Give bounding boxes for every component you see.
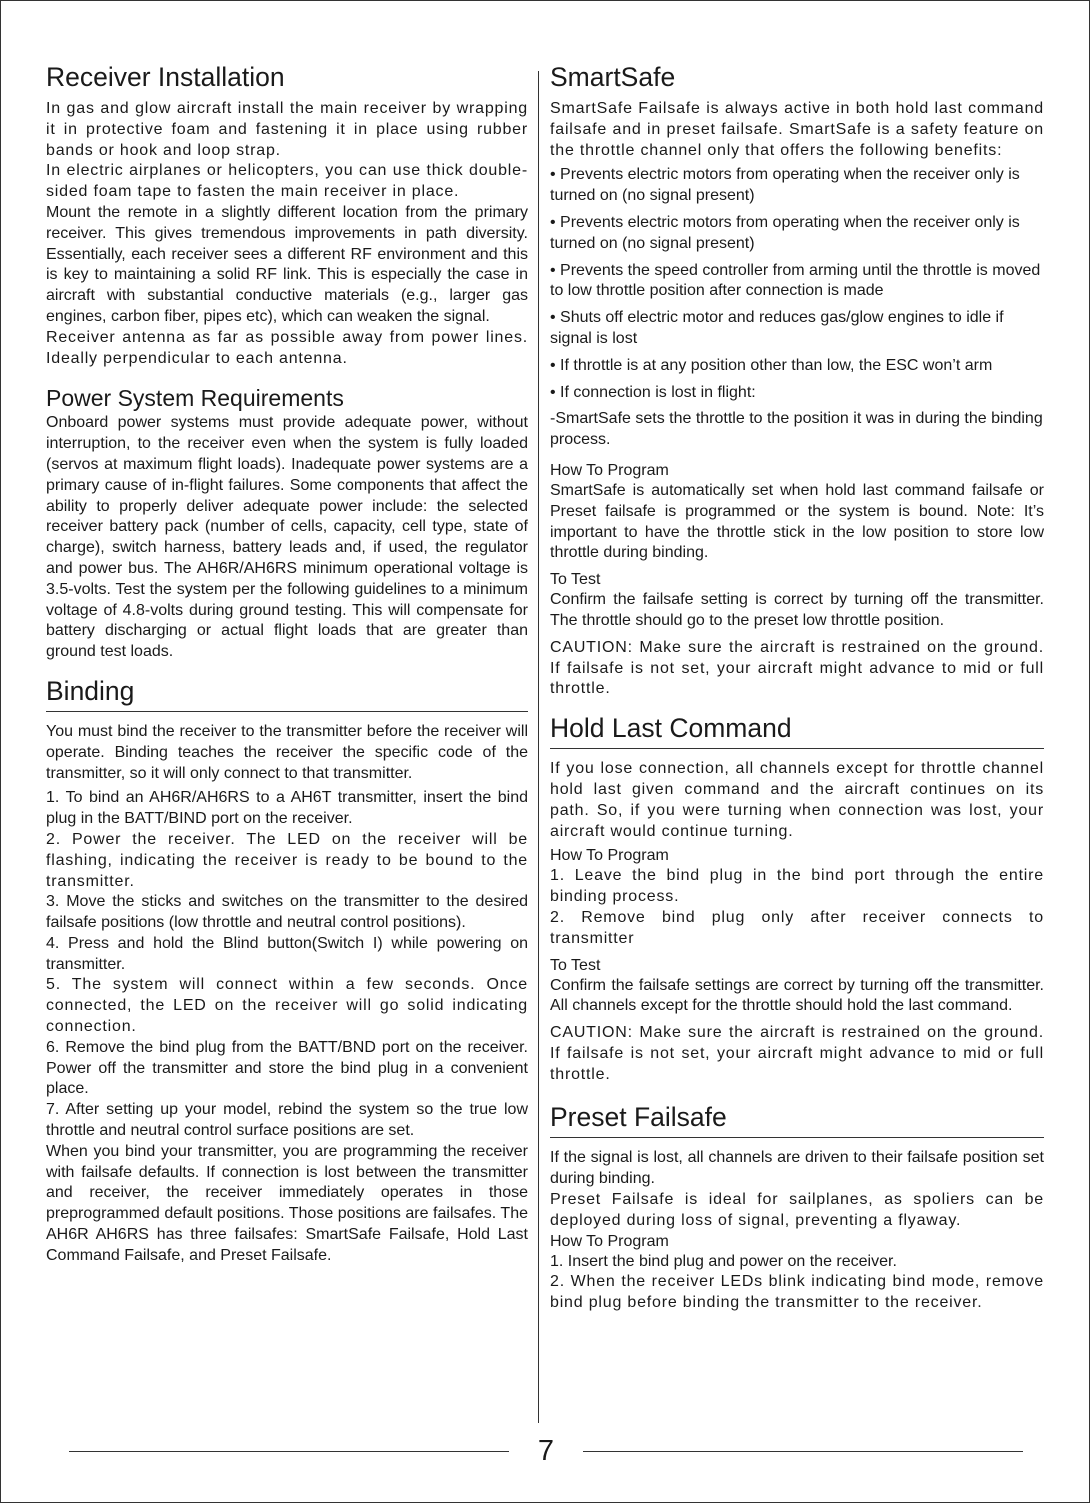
binding-step-4: 4. Press and hold the Blind button(Switch I) while powering on transmitter. [46,934,528,973]
smartsafe-bullet: • Prevents electric motors from operating when the receiver only is turned on (no signal present) [550,213,1020,252]
smartsafe-intro: SmartSafe Failsafe is always active in both hold last command failsafe and in preset failsafe. SmartSafe is a safety feature on the throttle channel only that offers the following benefits: [550,100,1044,159]
smartsafe-bullet: • If connection is lost in flight: [550,383,756,401]
binding-section [46,673,528,1267]
binding-heading: Binding [46,673,528,712]
smartsafe-bullet: • Shuts off electric motor and reduces gas/glow engines to idle if signal is lost [550,309,1004,347]
power-system-section [46,383,528,663]
smartsafe-section [550,59,1044,700]
smartsafe-bullet: • Prevents electric motors from operating when the receiver only is turned on (no signal present) [550,166,1020,205]
smartsafe-totest-text: Confirm the failsafe setting is correct by turning off the transmitter. The throttle should go to the preset low throttle position. [550,591,1044,629]
binding-p1: You must bind the receiver to the transmitter before the receiver will operate. Binding teaches the receiver the specific code of the transmitter, so it will only connect to that transmitter. [46,722,528,782]
left-column [46,59,528,1267]
receiver-installation-p2: In electric airplanes or helicopters, you can use thick double-sided foam tape to fasten the main receiver in place. [46,162,528,201]
preset-p2: Preset Failsafe is ideal for sailplanes, as spoliers can be deployed during loss of signal, preventing a flyaway. [550,1191,1044,1229]
hold-last-step-1: 1. Leave the bind plug in the bind port through the entire binding process. [550,867,1044,906]
power-system-heading: Power System Requirements [46,385,344,412]
binding-step-6: 6. Remove the bind plug from the BATT/BND port on the receiver. Power off the transmitter and store the bind plug in a convenient place. [46,1038,528,1098]
hold-last-totest-label: To Test [550,956,601,974]
hold-last-heading: Hold Last Command [550,710,1044,749]
page-footer [1,1433,1091,1469]
preset-step-1: 1. Insert the bind plug and power on the receiver. [550,1252,897,1270]
binding-step-5: 5. The system will connect within a few seconds. Once connected, the LED on the receiver will go solid indicating connection. [46,976,528,1036]
preset-step-2: 2. When the receiver LEDs blink indicating bind mode, remove bind plug before binding the transmitter to the receiver. [550,1273,1044,1312]
binding-step-2: 2. Power the receiver. The LED on the receiver will be flashing, indicating the receiver is ready to be bound to the transmitter. [46,830,528,890]
binding-step-1: 1. To bind an AH6R/AH6RS to a AH6T transmitter, insert the bind plug in the BATT/BIND port on the receiver. [46,789,528,828]
receiver-installation-p4: Receiver antenna as far as possible away from power lines. Ideally perpendicular to each antenna. [46,328,528,367]
hold-last-totest-text: Confirm the failsafe settings are correct by turning off the transmitter. All channels except for the throttle should hold the last command. [550,976,1044,1015]
binding-step-7: 7. After setting up your model, rebind the system so the true low throttle and neutral control surface positions are set. [46,1101,528,1140]
preset-failsafe-section [550,1099,1044,1314]
footer-rule-left [69,1451,509,1452]
hold-last-step-2: 2. Remove bind plug only after receiver connects to transmitter [550,908,1044,947]
smartsafe-heading: SmartSafe [550,62,676,92]
smartsafe-howto-text: SmartSafe is automatically set when hold last command failsafe or Preset failsafe is programmed or the system is bound. Note: It’s important to have the throttle stick in the low position to store low throttle during binding. [550,481,1044,562]
receiver-installation-p1: In gas and glow aircraft install the main receiver by wrapping it in protective foam and fastening it in place using rubber bands or hook and loop strap. [46,100,528,159]
smartsafe-totest-label: To Test [550,571,601,589]
smartsafe-bullet: • If throttle is at any position other than low, the ESC won’t arm [550,356,993,374]
receiver-installation-section [46,59,528,369]
receiver-installation-heading: Receiver Installation [46,62,285,92]
receiver-installation-p3: Mount the remote in a slightly different location from the primary receiver. This gives tremendous improvements in path diversity. Essentially, each receiver sees a different RF environment and this is key to maintaining a solid RF link. This is especially the case in aircraft with substantial conductive materials (e.g., larger gas engines, carbon fiber, pipes etc), which can weaken the signal. [46,203,528,325]
smartsafe-bullet: • Prevents the speed controller from arming until the throttle is moved to low throttle position after connection is made [550,261,1041,300]
smartsafe-caution: CAUTION: Make sure the aircraft is restrained on the ground. If failsafe is not set, your aircraft might advance to mid or full throttle. [550,638,1044,698]
hold-last-section [550,710,1044,1085]
binding-p2: When you bind your transmitter, you are programming the receiver with failsafe defaults. If connection is lost between the transmitter and receiver, the receiver immediately operates in those preprogrammed default positions. Those positions are failsafes. The AH6R AH6RS has three failsafes: SmartSafe Failsafe, Hold Last Command Failsafe, and Preset Failsafe. [46,1142,528,1264]
preset-howto-label: How To Program [550,1232,669,1250]
preset-failsafe-heading: Preset Failsafe [550,1099,1044,1138]
smartsafe-howto-label: How To Program [550,461,669,479]
hold-last-intro: If you lose connection, all channels except for throttle channel hold last given command and the aircraft continues on its path. So, if you were turning when connection was lost, your aircraft would continue turning. [550,760,1044,840]
binding-step-3: 3. Move the sticks and switches on the transmitter to the desired failsafe positions (low throttle and neutral control positions). [46,893,528,932]
right-column [550,59,1044,1314]
power-system-p1: Onboard power systems must provide adequate power, without interruption, to the receiver even when the system is fully loaded (servos at maximum flight loads). Inadequate power systems are a primary cause of in-flight failures. Some components that affect the ability to properly deliver adequate power include: the selected receiver battery pack (number of cells, capacity, cell type, state of charge), switch harness, battery leads and, if used, the regulator and power bus. The AH6R/AH6RS minimum operational voltage is 3.5-volts. Test the system per the following guidelines to a minimum voltage of 4.8-volts during ground testing. This will compensate for battery discharging or actual flight loads that are greater than ground test loads. [46,414,528,661]
page-number: 7 [537,1435,555,1467]
column-divider [538,71,539,1423]
smartsafe-note: -SmartSafe sets the throttle to the position it was in during the binding process. [550,410,1043,449]
hold-last-howto-label: How To Program [550,847,669,865]
hold-last-caution: CAUTION: Make sure the aircraft is restrained on the ground. If failsafe is not set, your aircraft might advance to mid or full throttle. [550,1024,1044,1083]
preset-p1: If the signal is lost, all channels are driven to their failsafe position set during binding. [550,1149,1044,1188]
footer-rule-right [583,1451,1023,1452]
